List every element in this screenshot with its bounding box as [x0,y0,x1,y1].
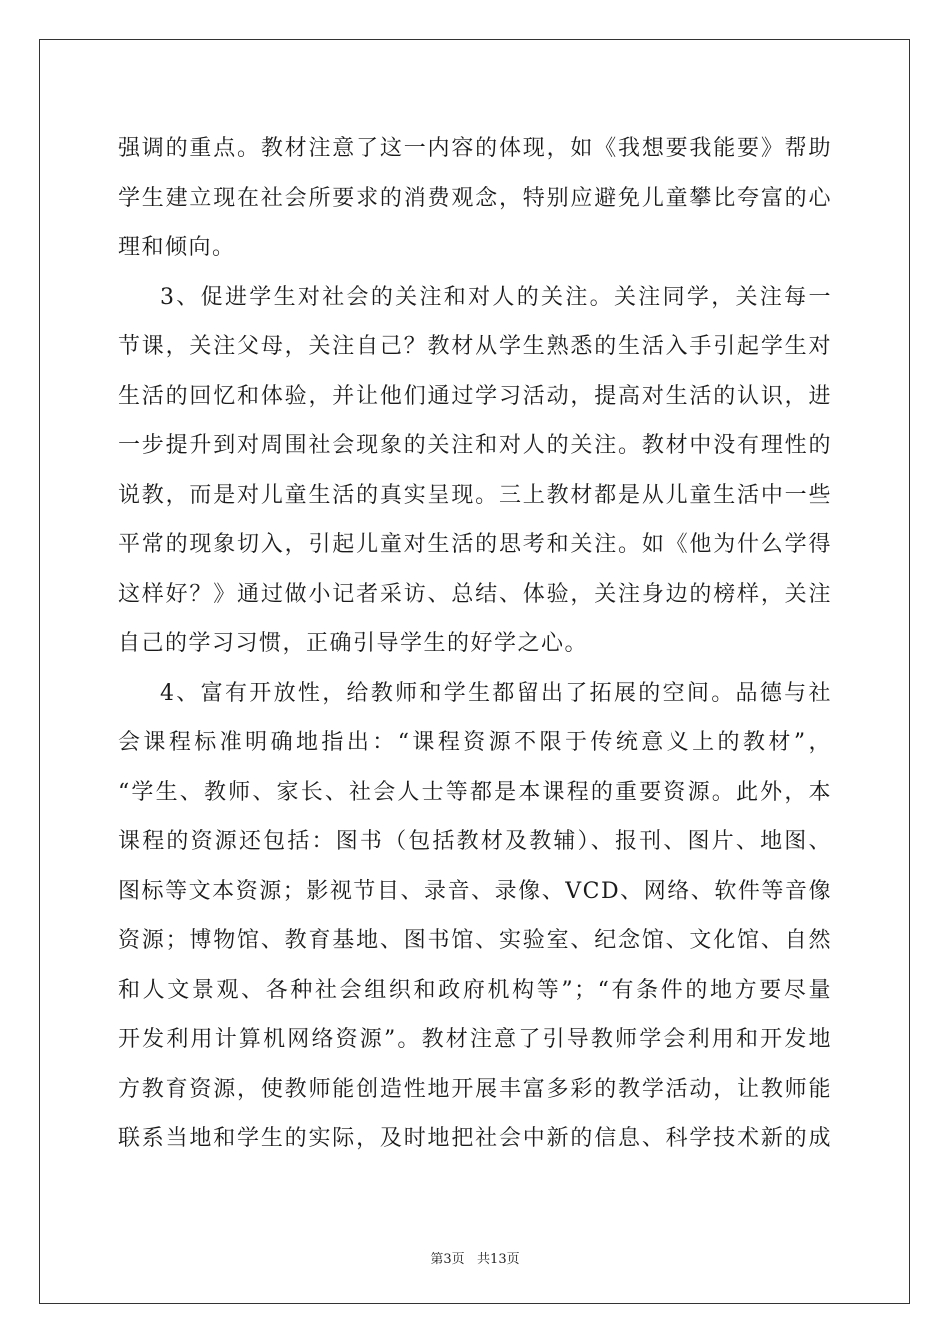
text-line: 理和倾向。 [118,235,236,260]
text-line: 生活的回忆和体验，并让他们通过学习活动，提高对生活的认识，进 [118,384,832,409]
text-line: 一步提升到对周围社会现象的关注和对人的关注。教材中没有理性的 [118,433,832,458]
text-line: 联系当地和学生的实际，及时地把社会中新的信息、科学技术新的成 [118,1126,832,1151]
text-line: 图标等文本资源；影视节目、录音、录像、VCD、网络、软件等音像 [118,879,832,904]
text-line: 和人文景观、各种社会组织和政府机构等”；“有条件的地方要尽量 [118,978,832,1003]
text-line: 方教育资源，使教师能创造性地开展丰富多彩的教学活动，让教师能 [118,1077,832,1102]
text-line: 这样好？》通过做小记者采访、总结、体验，关注身边的榜样，关注 [118,582,832,607]
text-line: 强调的重点。教材注意了这一内容的体现，如《我想要我能要》帮助 [118,136,832,161]
text-line: 说教，而是对儿童生活的真实呈现。三上教材都是从儿童生活中一些 [118,483,832,508]
text-line: 学生建立现在社会所要求的消费观念，特别应避免儿童攀比夸富的心 [118,186,832,211]
paragraph-start-line: 3、促进学生对社会的关注和对人的关注。关注同学，关注每一 [160,285,832,310]
text-line: 自己的学习习惯，正确引导学生的好学之心。 [118,631,589,656]
text-line: 课程的资源还包括：图书（包括教材及教辅）、报刊、图片、地图、 [118,829,832,854]
page-number-footer: 第3页 共13页 [430,1252,520,1267]
text-line: “学生、教师、家长、社会人士等都是本课程的重要资源。此外，本 [118,780,832,805]
text-line: 资源；博物馆、教育基地、图书馆、实验室、纪念馆、文化馆、自然 [118,928,832,953]
paragraph-start-line: 4、富有开放性，给教师和学生都留出了拓展的空间。品德与社 [160,681,832,706]
text-line: 开发利用计算机网络资源”。教材注意了引导教师学会利用和开发地 [118,1027,832,1052]
text-line: 平常的现象切入，引起儿童对生活的思考和关注。如《他为什么学得 [118,532,832,557]
text-line: 节课，关注父母，关注自己？教材从学生熟悉的生活入手引起学生对 [118,334,832,359]
text-line: 会课程标准明确地指出：“课程资源不限于传统意义上的教材”， [118,730,832,755]
